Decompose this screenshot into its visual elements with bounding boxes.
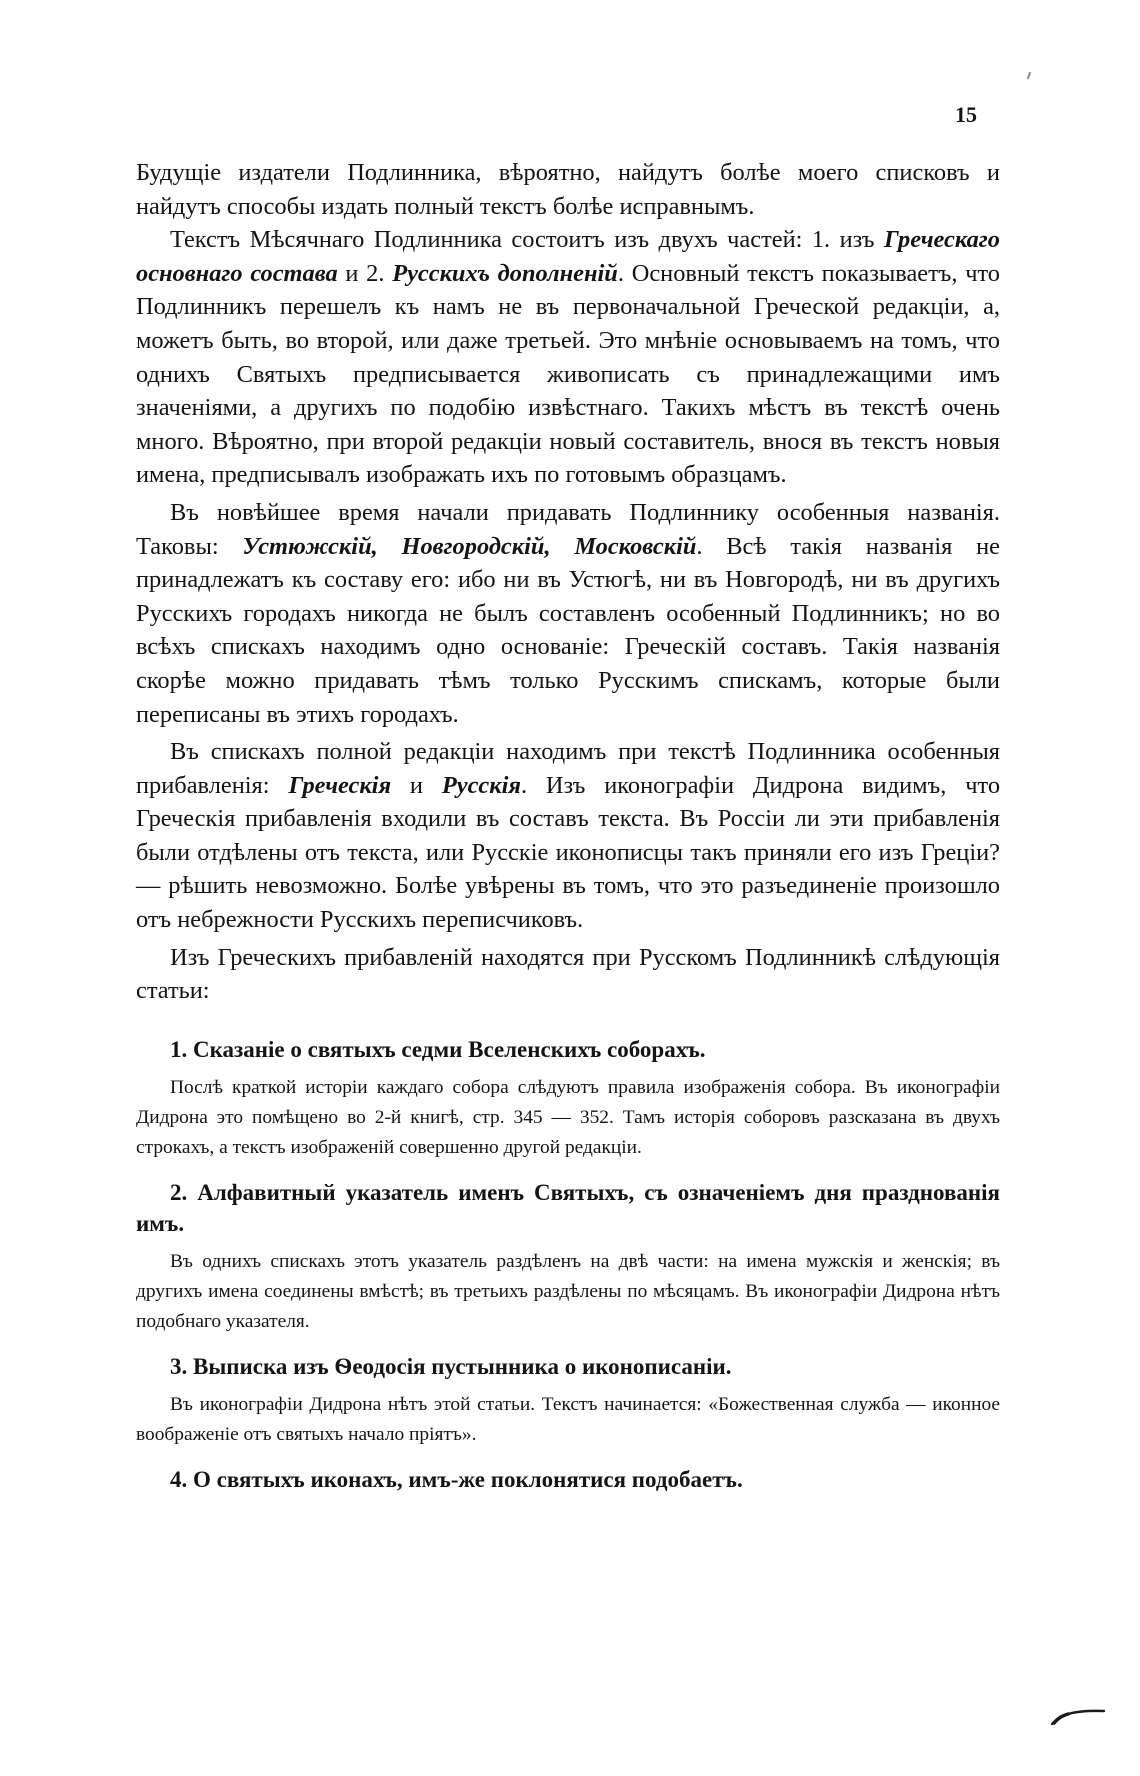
section-2-text: Въ однихъ спискахъ этотъ указатель раздѣленъ на двѣ части: на имена мужскія и женскія; въ другихъ имена соединены вмѣстѣ; въ третьихъ раздѣлены по мѣсяцамъ. Въ иконографіи Дидрона нѣтъ подобнаго указателя. (136, 1250, 1000, 1332)
section-3-heading: 3. Выписка изъ Ѳеодосія пустынника о иконописаніи. (170, 1353, 732, 1379)
section-2-heading: 2. Алфавитный указатель именъ Святыхъ, съ означеніемъ дня празднованія имъ. (136, 1179, 1000, 1236)
paragraph-2-emphasis-2: Русскихъ дополненій (392, 259, 618, 287)
paragraph-3 (136, 496, 1000, 731)
page-number: 15 (955, 102, 977, 127)
paragraph-2-text-3: . Основный текстъ показываетъ, что Подлинникъ перешелъ къ намъ не въ первоначальной Греческой редакціи, а, можетъ быть, во второй, или даже третьей. Это мнѣніе основываемъ на томъ, что однихъ Святыхъ предписывается живописать съ принадлежащими имъ значеніями, а другихъ по подобію извѣстнаго. Такихъ мѣстъ въ текстѣ очень много. Вѣроятно, при второй редакціи новый составитель, внося въ текстъ новыя имена, предписывалъ изображать ихъ по готовымъ образцамъ. (136, 259, 1000, 489)
paragraph-3-emphasis-1: Устюжскій, Новгородскій, Московскій (242, 532, 697, 560)
section-4-heading: 4. О святыхъ иконахъ, имъ-же поклонятися подобаетъ. (170, 1466, 743, 1492)
paragraph-4-text-2: и (391, 771, 442, 799)
paragraph-5: Изъ Греческихъ прибавленій находятся при Русскомъ Подлинникѣ слѣдующія статьи: (136, 943, 1000, 1005)
paragraph-2-text-2: и 2. (337, 259, 393, 287)
ink-stroke-mark (1050, 1705, 1106, 1727)
section-1-text: Послѣ краткой исторіи каждаго собора слѣдуютъ правила изображенія собора. Въ иконографіи Дидрона это помѣщено во 2-й книгѣ, стр. 345 — 352. Тамъ исторія соборовъ разсказана въ двухъ строкахъ, а текстъ изображеній совершенно другой редакціи. (136, 1076, 1000, 1158)
paragraph-2-emphasis-1: Греческаго основнаго состава (136, 226, 1000, 287)
paragraph-4-emphasis-2: Русскія (441, 771, 521, 799)
paragraph-4-text-1: Въ спискахъ полной редакціи находимъ при текстѣ Подлинника особенныя прибавленія: (136, 738, 1000, 799)
page-body (136, 156, 1000, 1495)
paragraph-4-emphasis-1: Греческія (288, 771, 392, 799)
paragraph-4-text-3: . Изъ иконографіи Дидрона видимъ, что Греческія прибавленія входили въ составъ текста. Въ Россіи ли эти прибавленія были отдѣлены отъ текста, или Русскіе иконописцы такъ приняли его изъ Греціи? — рѣшить невозможно. Болѣе увѣрены въ томъ, что это разъединеніе произошло отъ небрежности Русскихъ переписчиковъ. (136, 771, 1001, 934)
paragraph-4 (136, 735, 1000, 937)
section-3-text: Въ иконографіи Дидрона нѣтъ этой статьи. Текстъ начинается: «Божественная служба — иконное воображеніе отъ святыхъ начало пріятъ». (136, 1393, 1000, 1445)
paragraph-3-text-1: Въ новѣйшее время начали придавать Подлиннику особенныя названія. Таковы: (136, 498, 1000, 560)
paragraph-3-text-2: . Всѣ такія названія не принадлежатъ къ составу его: ибо ни въ Устюгѣ, ни въ Новгородѣ, ни въ другихъ Русскихъ городахъ никогда не былъ составленъ особенный Подлинникъ; но во всѣхъ спискахъ находимъ одно основаніе: Греческій составъ. Такія названія скорѣе можно придавать тѣмъ только Русскимъ спискамъ, которые были переписаны въ этихъ городахъ. (136, 532, 1001, 728)
stray-mark (1027, 72, 1031, 79)
paragraph-1: Будущіе издатели Подлинника, вѣроятно, найдутъ болѣе моего списковъ и найдутъ способы издать полный текстъ болѣе исправнымъ. (136, 159, 1000, 220)
section-1-heading: 1. Сказаніе о святыхъ седми Вселенскихъ соборахъ. (170, 1036, 706, 1062)
paragraph-2-text-1: Текстъ Мѣсячнаго Подлинника состоитъ изъ двухъ частей: 1. изъ (170, 226, 884, 254)
paragraph-2 (136, 223, 1000, 492)
